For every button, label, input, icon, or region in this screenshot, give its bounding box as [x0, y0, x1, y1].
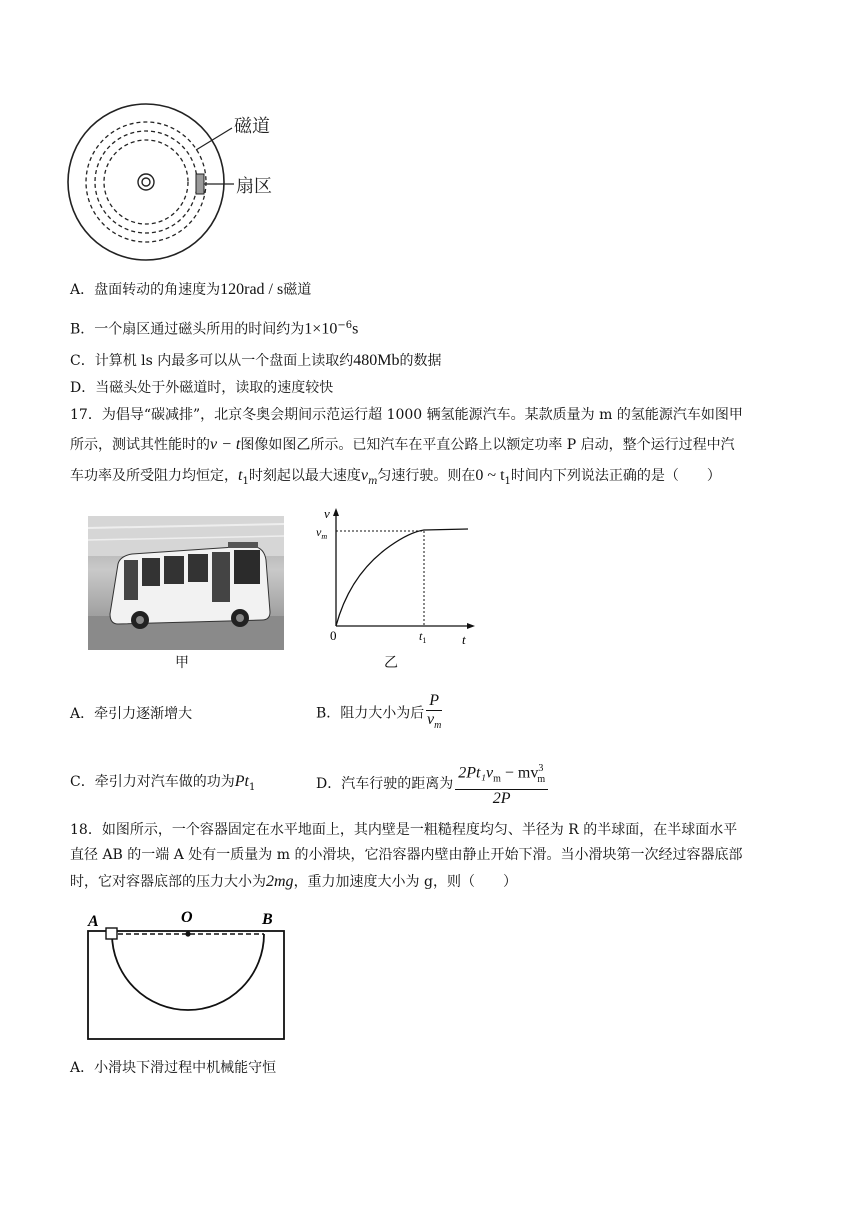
q18-stem-line1 [70, 820, 737, 840]
vt-y-arrow [333, 508, 339, 516]
q17-vm-sub: m [367, 475, 378, 487]
q17-option-a-text: A．牵引力逐渐增大 [70, 706, 193, 722]
vt-vm-label [316, 525, 327, 541]
q17-option-c-prefix: C．牵引力对汽车做的功为 [70, 774, 235, 790]
q17-option-d-prefix: D．汽车行驶的距离为 [316, 775, 454, 792]
q16-option-c-suffix: 的数据 [399, 353, 442, 369]
vt-origin-label: 0 [330, 628, 337, 643]
q17-t1: t [238, 467, 243, 484]
q17-option-d [316, 760, 550, 808]
q16-option-a-prefix: A．盘面转动的角速度为 [70, 282, 221, 298]
q17-option-b-den-v: v [427, 711, 435, 728]
photo-caption: 甲 [175, 655, 189, 671]
vt-graph [310, 504, 480, 644]
q16-option-d-text: D．当磁头处于外磁道时，读取的速度较快 [70, 380, 334, 396]
disk-figure [66, 98, 326, 268]
track-pointer-line [196, 128, 232, 150]
q17-option-b-fraction [426, 692, 442, 735]
vt-t1-label [419, 629, 426, 644]
q17-option-d-den: 2P [492, 789, 511, 807]
q16-option-a-suffix: 磁道 [283, 282, 312, 298]
bowl-figure [78, 906, 298, 1046]
q17-range: 0 ~ t [475, 467, 505, 484]
disk-sector-block [196, 174, 204, 194]
vt-x-arrow [467, 623, 475, 629]
bus-illustration [88, 516, 284, 650]
q18-line1-text: 18．如图所示，一个容器固定在水平地面上，其内壁是一粗糙程度均匀、半径为 R 的半球面，在半球面水平 [70, 822, 738, 838]
q17-option-d-num [455, 760, 548, 790]
q16-option-a-value: 120rad / s [220, 281, 284, 298]
q17-option-d-num-sup: 3 [538, 763, 544, 774]
q18-line3-a: 时，它对容器底部的压力大小为 [70, 874, 266, 890]
q17-option-a [70, 704, 192, 724]
q17-option-c-math: Pt [234, 773, 249, 790]
q16-option-b-mantissa: 1×10 [304, 320, 338, 338]
q17-stem-line1 [70, 405, 743, 425]
vt-x-label: t [462, 632, 466, 644]
bowl-hemisphere [112, 934, 264, 1010]
q17-option-c-sub: 1 [248, 781, 256, 793]
vt-curve [336, 529, 468, 626]
slider-block [106, 928, 117, 939]
vt-t1-sub: 1 [422, 636, 427, 644]
q17-line1-text: 17．为倡导“碳减排”，北京冬奥会期间示范运行超 1000 辆氢能源汽车。某款质量为 m 的氢能源汽车如图甲 [70, 407, 743, 423]
q17-range-sub: 1 [504, 475, 511, 487]
q17-option-d-num-sub: m [493, 773, 501, 785]
disk-track-middle [95, 131, 197, 233]
q17-option-b-prefix: B．阻力大小为后 [316, 705, 425, 722]
fig-label-o: O [181, 909, 193, 926]
q18-option-a [70, 1058, 276, 1078]
q16-option-b-exponent: −6 [337, 320, 353, 331]
q16-option-c-prefix: C．计算机 ls 内最多可以从一个盘面上读取约 [70, 353, 354, 369]
fig-label-b: B [262, 911, 273, 928]
q16-option-b [70, 316, 358, 340]
q17-t1-sub: 1 [242, 475, 249, 487]
q17-option-b-den-sub: m [434, 720, 442, 732]
q18-option-a-text: A．小滑块下滑过程中机械能守恒 [70, 1060, 277, 1076]
q18-stem-line2 [70, 845, 742, 865]
q17-option-d-num-a: 2Pt₁v [458, 764, 494, 782]
q17-vt-math: v − t [210, 436, 241, 453]
q16-option-d [70, 378, 333, 398]
q17-option-c [70, 772, 255, 798]
track-label: 磁道 [234, 116, 270, 137]
q18-line3-math: 2mg [266, 873, 294, 890]
disk-spindle-inner [142, 178, 150, 186]
q18-stem-line3 [70, 872, 517, 892]
fig-label-a: A [88, 913, 99, 930]
q17-line2-a: 所示，测试其性能时的 [70, 437, 210, 453]
q16-option-c-value: 480Mb [353, 352, 400, 369]
q16-option-b-unit: s [352, 320, 359, 338]
q17-option-d-num-sub2: m [537, 773, 546, 785]
bowl-container-outline [88, 931, 284, 1039]
q17-option-d-num-mid: − mv [500, 764, 539, 782]
q17-vm: v [360, 467, 368, 484]
vt-t1-main: t [419, 629, 423, 643]
bus-photo [88, 516, 284, 650]
q17-stem-line2 [70, 435, 735, 455]
center-point [185, 931, 190, 936]
q17-option-d-fraction [455, 760, 548, 808]
q17-line3-d: 时间内下列说法正确的是（ ） [510, 468, 721, 484]
sector-label: 扇区 [236, 176, 272, 197]
q17-option-b-num: P [426, 692, 442, 711]
disk-spindle-outer [138, 174, 154, 190]
q17-line3-b: 时刻起以最大速度 [248, 468, 361, 484]
q17-line3-a: 车功率及所受阻力均恒定， [70, 468, 238, 484]
q17-stem-line3 [70, 466, 721, 492]
graph-caption: 乙 [384, 655, 398, 671]
disk-track-inner [104, 140, 188, 224]
q18-line2-text: 直径 AB 的一端 A 处有一质量为 m 的小滑块，它沿容器内壁由静止开始下滑。当小滑块第一次经过容器底部 [70, 847, 743, 863]
q17-option-b-den [426, 711, 442, 735]
vt-vm-sub: m [321, 532, 328, 541]
q17-option-b [316, 692, 444, 735]
q18-line3-b: ，重力加速度大小为 g，则（ ） [293, 874, 517, 890]
q17-line3-c: 匀速行驶。则在 [377, 468, 476, 484]
vt-y-label: v [324, 506, 330, 521]
q16-option-a [70, 280, 311, 300]
q16-option-b-prefix: B．一个扇区通过磁头所用的时间约为 [70, 321, 305, 338]
vt-vm-main: v [316, 525, 322, 539]
q16-option-c [70, 351, 442, 371]
q17-line2-b: 图像如图乙所示。已知汽车在平直公路上以额定功率 P 启动，整个运行过程中汽 [240, 437, 735, 453]
